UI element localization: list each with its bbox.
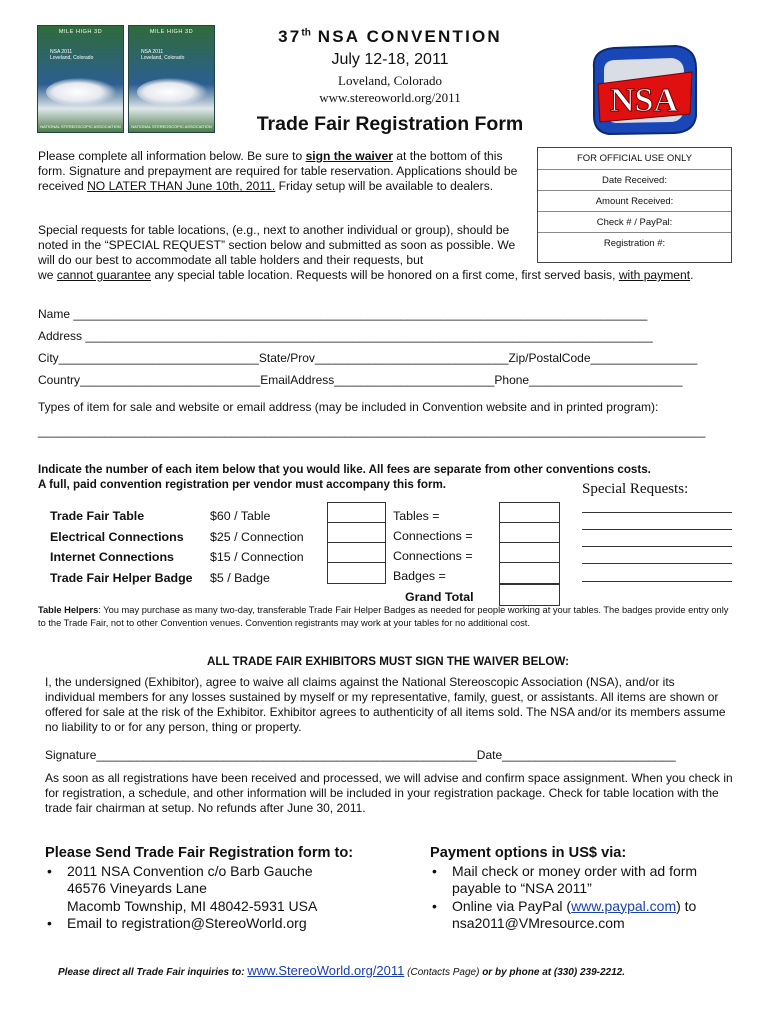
tables-unit-label: Tables = xyxy=(393,509,440,523)
poster-image-right xyxy=(128,25,215,133)
special-request-line[interactable] xyxy=(582,512,732,513)
convention-city: Loveland, Colorado xyxy=(338,73,442,88)
footer-inquiries: Please direct all Trade Fair inquiries to: www.StereoWorld.org/2011 (Contacts Page) or by phone at (330) 239-2212. xyxy=(58,963,626,978)
name-field[interactable]: Name ______________________________________________________________________________________ xyxy=(38,307,648,321)
official-use-box xyxy=(537,147,732,263)
check-paypal-field: Check # / PayPal: xyxy=(538,211,731,228)
intro-paragraph-2: Special requests for table locations, (e.g., next to another individual or group), should be noted in the “SPECIAL REQUEST” section below and submitted as soon as possible. We will do our best to accommodate all table holders and their requests, but xyxy=(38,223,516,268)
fee-price: $25 / Connection xyxy=(210,529,304,544)
poster-subtitle: NSA 2011 Loveland, Colorado xyxy=(141,49,185,61)
poster-bottom-text: NATIONAL STEREOSCOPIC ASSOCIATION xyxy=(131,124,212,129)
electrical-quantity-box[interactable] xyxy=(327,522,386,544)
connections-unit-label: Connections = xyxy=(393,529,473,543)
poster-flower-image xyxy=(46,78,116,106)
tables-quantity-box[interactable] xyxy=(327,502,386,524)
fee-price: $15 / Connection xyxy=(210,550,304,565)
confirmation-note: As soon as all registrations have been received and processed, we will advise and confirm space assignment. When you check in for registration, a schedule, and other information will be included in your registration package. Check for table location with the trade fair chairman at setup. No refunds after June 30, 2011. xyxy=(45,771,733,815)
special-requests-label: Special Requests: xyxy=(582,481,689,497)
paypal-link[interactable]: www.paypal.com xyxy=(571,897,677,914)
mailing-address-line: • 2011 NSA Convention c/o Barb Gauche xyxy=(45,863,405,881)
special-request-line[interactable] xyxy=(582,563,732,564)
registration-email: • Email to registration@StereoWorld.org xyxy=(45,915,405,933)
payment-option-paypal: • Online via PayPal (www.paypal.com) to xyxy=(430,898,740,916)
stereoworld-link[interactable]: www.StereoWorld.org/2011 xyxy=(247,963,405,978)
mailing-address-line: 46576 Vineyards Lane xyxy=(67,880,207,896)
fees-table xyxy=(50,506,328,588)
svg-text:NSA: NSA xyxy=(609,82,679,119)
country-email-phone-field[interactable]: Country___________________________EmailAddress________________________Phone_______________________ xyxy=(38,373,683,387)
address-field[interactable]: Address _____________________________________________________________________________________ xyxy=(38,329,653,343)
waiver-heading: ALL TRADE FAIR EXHIBITORS MUST SIGN THE WAIVER BELOW: xyxy=(207,655,569,668)
fee-row xyxy=(50,568,328,589)
badges-total-box[interactable] xyxy=(499,562,560,584)
payment-heading: Payment options in US$ via: xyxy=(430,845,627,861)
grand-total-box[interactable] xyxy=(499,584,560,606)
city-state-zip-field[interactable]: City______________________________State/Prov_____________________________Zip/PostalCode________________ xyxy=(38,351,698,365)
fee-item: Internet Connections xyxy=(50,550,174,565)
signature-date-field[interactable]: Signature_________________________________________________________Date__________________________ xyxy=(45,748,676,762)
badges-unit-label: Badges = xyxy=(393,569,446,583)
tables-total-box[interactable] xyxy=(499,502,560,524)
nsa-logo xyxy=(584,38,702,138)
special-request-line[interactable] xyxy=(582,581,732,582)
fee-row xyxy=(50,506,328,527)
send-heading: Please Send Trade Fair Registration form to: xyxy=(45,845,354,861)
fee-row xyxy=(50,547,328,568)
fee-price: $5 / Badge xyxy=(210,570,270,585)
paypal-email: nsa2011@VMresource.com xyxy=(452,915,625,931)
payment-options-section xyxy=(430,845,740,933)
connections-unit-label: Connections = xyxy=(393,549,473,563)
table-helpers-note: Table Helpers: You may purchase as many two-day, transferable Trade Fair Helper Badges as needed for people working at your tables. The badges provide entry only to the Trade Fair, not to other Convention venues. Convention registrants may work at your tables for no additional cost. xyxy=(38,605,729,628)
payment-option-mail-payee: payable to “NSA 2011” xyxy=(452,880,592,896)
poster-subtitle: NSA 2011 Loveland, Colorado xyxy=(50,49,94,61)
intro-paragraph-3: we cannot guarantee any special table location. Requests will be honored on a first come, first served basis, with payment. xyxy=(38,268,694,282)
internet-total-box[interactable] xyxy=(499,542,560,564)
poster-title: MILE HIGH 3D xyxy=(58,29,103,35)
electrical-total-box[interactable] xyxy=(499,522,560,544)
types-field[interactable]: ____________________________________________________________________________________________________ xyxy=(38,424,706,438)
badges-quantity-box[interactable] xyxy=(327,562,386,584)
poster-title: MILE HIGH 3D xyxy=(149,29,194,35)
date-received-field: Date Received: xyxy=(538,169,731,186)
fee-price: $60 / Table xyxy=(210,509,271,524)
fee-item: Trade Fair Helper Badge xyxy=(50,570,193,585)
special-request-line[interactable] xyxy=(582,529,732,530)
poster-bottom-text: NATIONAL STEREOSCOPIC ASSOCIATION xyxy=(40,124,121,129)
official-use-title: FOR OFFICIAL USE ONLY xyxy=(576,153,693,164)
poster-flower-image xyxy=(137,78,207,106)
grand-total-label: Grand Total xyxy=(405,590,474,604)
fee-item: Electrical Connections xyxy=(50,529,184,544)
fee-row xyxy=(50,527,328,548)
amount-received-field: Amount Received: xyxy=(538,190,731,207)
send-form-section xyxy=(45,845,405,933)
convention-dates: July 12-18, 2011 xyxy=(331,51,449,68)
fee-item: Trade Fair Table xyxy=(50,509,145,524)
convention-poster-images xyxy=(37,25,215,133)
intro-paragraph-1: Please complete all information below. Be sure to sign the waiver at the bottom of this form. Signature and prepayment are required for table reservation. Applications should be received NO LATER THAN June 10th, 2011. Friday setup will be available to dealers. xyxy=(38,149,518,194)
payment-option-mail: • Mail check or money order with ad form xyxy=(430,863,740,881)
registration-number-field: Registration #: xyxy=(538,232,731,249)
mailing-address-line: Macomb Township, MI 48042-5931 USA xyxy=(67,897,318,914)
types-label: Types of item for sale and website or email address (may be included in Convention website and in printed program): xyxy=(38,400,659,414)
convention-website: www.stereoworld.org/2011 xyxy=(319,90,461,105)
waiver-text: I, the undersigned (Exhibitor), agree to waive all claims against the National Stereoscopic Association (NSA), and/or its individual members for any losses sustained by myself or my representative, family, guest, or assistants. All items are shown or offered for sale at the risk of the Exhibitor. Exhibitor agrees to authenticity of all items sold. The NSA and/or its members assume no liability to or for any person, thing or property. xyxy=(45,675,726,734)
internet-quantity-box[interactable] xyxy=(327,542,386,564)
convention-title: 37th NSA CONVENTION xyxy=(278,27,502,46)
special-request-line[interactable] xyxy=(582,546,732,547)
fees-note: Indicate the number of each item below that you would like. All fees are separate from other conventions costs. A full, paid convention registration per vendor must accompany this form. xyxy=(38,463,651,491)
poster-image-left xyxy=(37,25,124,133)
page-title: Trade Fair Registration Form xyxy=(256,113,524,135)
